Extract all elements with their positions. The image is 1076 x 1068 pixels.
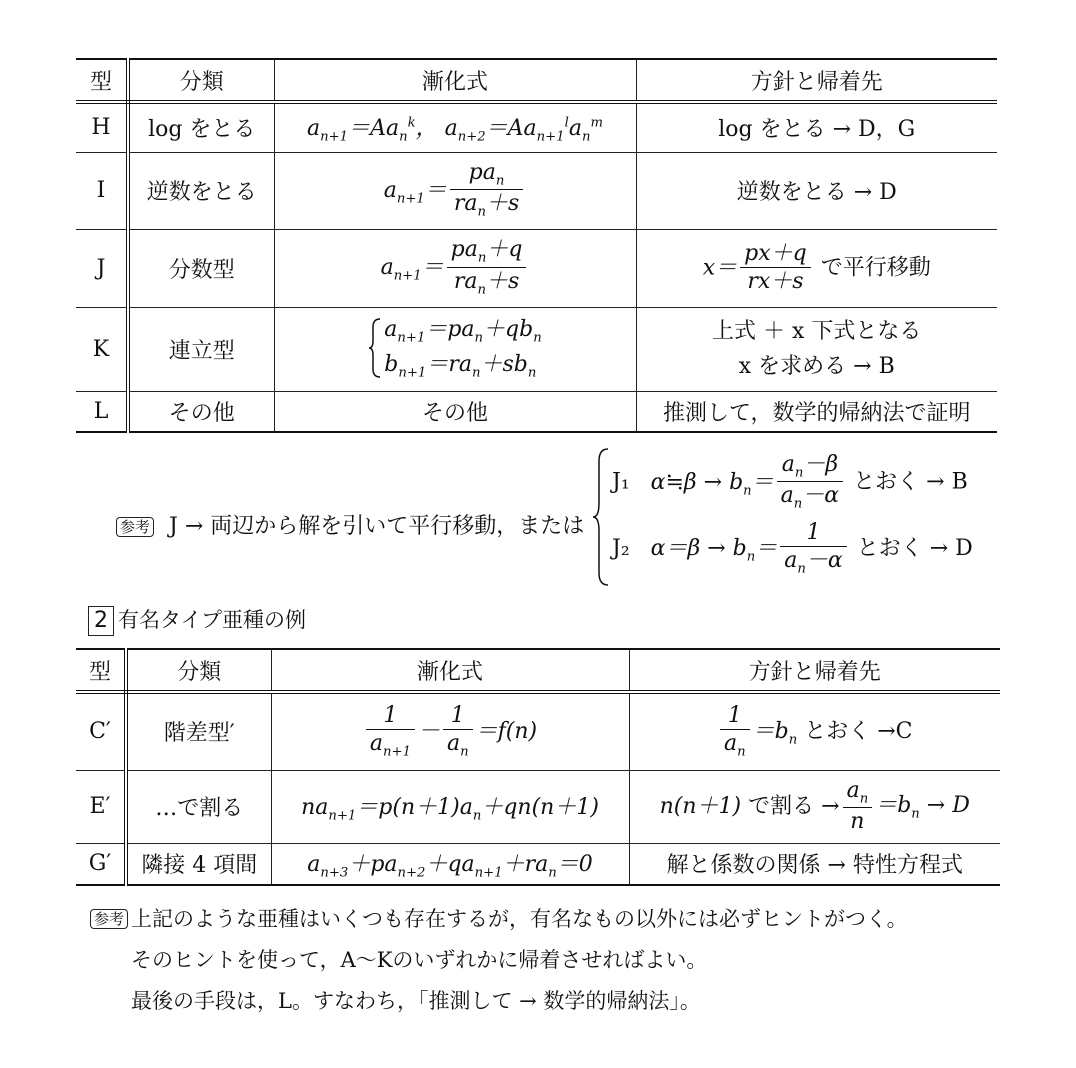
table-row (76, 102, 997, 152)
row-formula: $na_{n+1}=p(n+1)a_n+qn(n+1)$ (271, 770, 629, 843)
row-category: log をとる (128, 102, 274, 152)
table-row (76, 770, 1000, 843)
row-type: I (76, 152, 128, 229)
table-header-row (76, 59, 997, 102)
row-strategy: $\frac{1}{a_n}$ $=b_n$ とおく →C (629, 692, 1000, 770)
row-category: 階差型′ (126, 692, 271, 770)
row-category: 連立型 (128, 307, 274, 391)
row-formula: $a_{n+3}+pa_{n+2}+qa_{n+1}+ra_n=0$ (271, 843, 629, 885)
left-brace-icon (592, 447, 610, 587)
table-row (76, 152, 997, 229)
row-formula: $a_{n+1}=$ $\frac{pa_n+q}{ra_n+s}$ (274, 229, 636, 307)
row-category: その他 (128, 391, 274, 432)
table-row (76, 391, 997, 432)
note-2 (90, 906, 128, 931)
row-strategy: n(n＋1) で割る → $\frac{a_n}{n}$ $=b_n \to D$ (629, 770, 1000, 843)
case-j1-suffix: とおく → B (853, 469, 968, 495)
case-j2-suffix: とおく → D (856, 536, 973, 562)
row-type: G′ (76, 843, 126, 885)
left-brace-icon (368, 317, 382, 379)
row-formula: $a_{n+1}=Aa_n^k$， $a_{n+2}=Aa_{n+1}^la_n^m$ (274, 102, 636, 152)
reference-badge: 参考 (116, 517, 154, 538)
header-category: 分類 (126, 649, 271, 692)
row-strategy (636, 307, 997, 391)
header-formula: 漸化式 (274, 59, 636, 102)
row-category: 逆数をとる (128, 152, 274, 229)
case-j2: J₂ $\alpha=\beta \to b_n=$ $\frac{1}{a_n-\alpha}$ とおく → D (612, 520, 973, 577)
reference-badge: 参考 (90, 909, 128, 930)
strategy-line-1: 上式 ＋ x 下式となる (712, 318, 922, 344)
table-row (76, 843, 1000, 885)
header-strategy: 方針と帰着先 (636, 59, 997, 102)
strategy-suffix: で平行移動 (820, 254, 931, 280)
row-type: C′ (76, 692, 126, 770)
strategy-suffix: とおく →C (804, 718, 913, 744)
row-formula: $a_{n+1}=pa_n+qb_n$ $b_{n+1}=ra_n+sb_n$ (274, 307, 636, 391)
row-category: 隣接 4 項間 (126, 843, 271, 885)
note-1 (116, 509, 584, 540)
row-strategy: 解と係数の関係 → 特性方程式 (629, 843, 1000, 885)
row-type: K (76, 307, 128, 391)
strategy-line-2: x を求める → B (738, 354, 895, 379)
strategy-prefix: で割る → (748, 793, 840, 819)
row-category: 分数型 (128, 229, 274, 307)
row-strategy: 逆数をとる → D (636, 152, 997, 229)
header-type: 型 (76, 59, 128, 102)
row-strategy: x＝ $\frac{px+q}{rx+s}$ で平行移動 (636, 229, 997, 307)
section-number: 2 (88, 606, 114, 636)
row-type: J (76, 229, 128, 307)
case-j2-label: J₂ (612, 536, 630, 562)
recurrence-table-1 (76, 58, 997, 433)
header-type: 型 (76, 649, 126, 692)
row-formula: $a_{n+1}=$ $\frac{pa_n}{ra_n+s}$ (274, 152, 636, 229)
note-2-line-2: そのヒントを使って，A～Kのいずれかに帰着させればよい。 (131, 948, 708, 972)
row-formula: $\frac{1}{a_{n+1}}$ － $\frac{1}{a_n}$ ＝f(n) (271, 692, 629, 770)
row-formula: その他 (274, 391, 636, 432)
note-1-text: J → 両辺から解を引いて平行移動，または (169, 514, 585, 539)
row-strategy: log をとる → D，G (636, 102, 997, 152)
table-header-row (76, 649, 1000, 692)
row-type: H (76, 102, 128, 152)
row-strategy: 推測して，数学的帰納法で証明 (636, 391, 997, 432)
section-title: 有名タイプ亜種の例 (118, 608, 306, 632)
case-j1: J₁ α≒β → $b_n=$ $\frac{a_n-\beta}{a_n-\alpha}$ とおく → B (612, 452, 968, 512)
section-2-heading (88, 604, 306, 636)
row-type: E′ (76, 770, 126, 843)
recurrence-table-2 (76, 648, 1000, 886)
row-category: …で割る (126, 770, 271, 843)
table-row (76, 229, 997, 307)
case-j1-label: J₁ (612, 469, 630, 495)
header-strategy: 方針と帰着先 (629, 649, 1000, 692)
header-formula: 漸化式 (271, 649, 629, 692)
header-category: 分類 (128, 59, 274, 102)
row-type: L (76, 391, 128, 432)
note-2-line-3: 最後の手段は，L。すなわち，「推測して → 数学的帰納法」。 (131, 989, 701, 1013)
table-row (76, 692, 1000, 770)
table-row (76, 307, 997, 391)
note-2-line-1: 上記のような亜種はいくつも存在するが，有名なもの以外には必ずヒントがつく。 (131, 907, 908, 931)
